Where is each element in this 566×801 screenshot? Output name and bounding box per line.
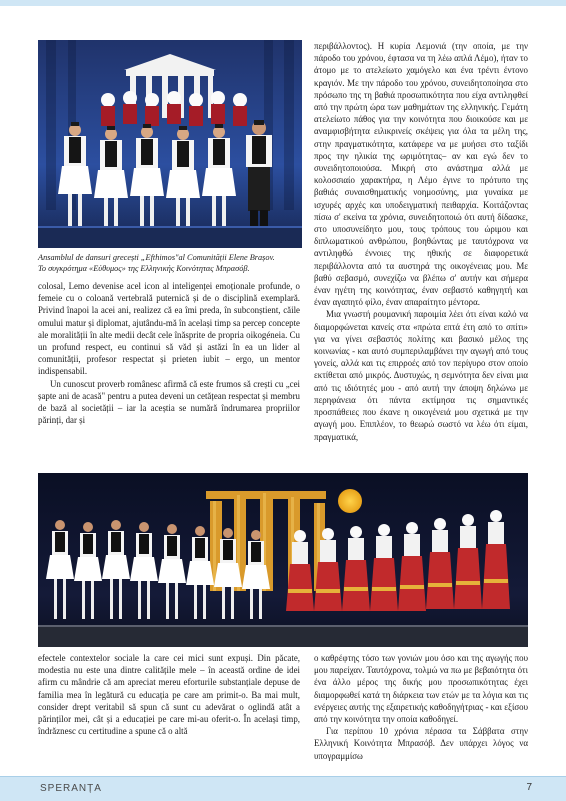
left-column-romanian-text-bottom (38, 652, 300, 737)
paragraph: Για περίπου 10 χρόνια πέρασα τα Σάββατα στην Ελληνική Κοινότητα Μπρασόβ. Δεν υπάρχει λόγος να υπογραμμίσω (314, 726, 528, 761)
page-footer (0, 776, 566, 801)
right-column-greek-text-bottom (314, 652, 528, 762)
paragraph: efectele contextelor sociale la care cei mici sunt expuși. Din păcate, modestia nu este una dintre calitățile mele – în această ordine de idei afirm cu mândrie că am apreciat mereu eforturile substanțiale depuse de familia mea în legătură cu educația pe care am primit-o. Ba mai mult, consider drept veritabil să spun că sunt cu adevărat o oglindă atât a părinților mei, cât și a educației pe care mi-au oferit-o. În același timp, îndrăznesc cu certitudine a spune că o altă (38, 653, 300, 737)
photo-dance-ensemble-stage (38, 40, 302, 248)
caption-romanian: Ansamblul de dansuri grecești „Efthimos"al Comunității Elene Brașov. (38, 253, 275, 262)
paragraph: περιβάλλοντος). Η κυρία Λεμονιά (την οποία, με την πάροδο του χρόνου, έφτασα να τη λέω απλά Λέμο), ήταν το άτομο με το ατελείωτο χαμόγελο και ένα τρέντι έντονο κραγιόν. Με την πάροδο του χρόνου, συνειδητοποίησα στο πρόσωπο της τη βαθιά προσωπικότητα που είχα αντιληφθεί από την πρώτη ώρα των μαθημάτων της ελληνικής. Γεμάτη ατελείωτο πάθος για την κοινότητα που διοικούσε και με αναμφισβήτητα ειλικρινείς σκέψεις για όλα τα μέλη της, στην πραγματικότητα, κατάφερε να με μυήσει στο ταξίδι προς την ηλικία της ωριμότητας– αν και εγώ δεν το συνειδητοποιούσα. Μικρή στο ανάστημα αλλά με κολοσσιαίο χαρακτήρα, η Λέμο έγινε το πρότυπο της βαθιάς συναισθηματικής νοημοσύνης, μια γυναίκα με ισχυρές αρχές και υποδειγματική πειθαρχία. Κοιτάζοντας πίσω σ' εκείνα τα χρόνια, συνειδητοποιώ ότι αυτή δίδασκε, στο υποσυνείδητο μου, τους τρόπους του ώριμου και διπλωματικού ανθρώπου, βοηθώντας με ταυτόχρονα να αντιληφθώ έννοιες της ηθικής σε διαφορετικά περιβάλλοντα από τα αυστηρά της οικογένειας μου. Με βαθύ σεβασμό, συνεχίζω να βλέπω σ' αυτήν και σήμερα έναν ηγέτη της κοινότητας, έναν σεβαστό καθηγητή και έναν αγαπητό φίλο, έναν απαραίτητο μέντορα. (314, 41, 528, 308)
photo-night-temple-performance (38, 473, 528, 647)
paragraph: Μια γνωστή ρουμανική παροιμία λέει ότι είναι καλό να διαμορφώνεται κανείς στα «πρώτα επτά έτη από το σπίτι» για να γίνει σεβαστός πολίτης και βασικό μέλος της κοινωνίας - και αυτό συμπεριλαμβάνει την αγωγή από τους γονείς, αλλά και τις επιρροές από τον περίγυρο στον οποίο εκτίθεται από μικρός. Δυστυχώς, η σεμνότητα δεν είναι μια από τις ιδιότητές μου - από αυτή την άποψη δηλώνω με περηφάνεια ότι πάντα εκτίμησα τις σημαντικές προσπάθειες που έκανε η οικογένειά μου σχετικά με την αγωγή μου. Επιπλέον, το θεωρώ σωστό να λέω ότι είμαι, πραγματικά, (314, 309, 528, 442)
right-column-greek-text-top (314, 40, 528, 443)
photo-caption-top (38, 252, 306, 274)
magazine-name: SPERANȚA (40, 783, 102, 794)
caption-greek: Το συγκρότημα «Εύθυμος» της Ελληνικής Κοινότητας Μπρασόβ. (38, 264, 250, 273)
page-number: 7 (526, 782, 532, 793)
temple-performance-illustration (38, 473, 528, 647)
stage-photo-illustration (38, 40, 302, 248)
paragraph: ο καθρέφτης τόσο των γονιών μου όσο και της αγωγής που μου παρείχαν. Ταυτόχρονα, τολμώ να πω με βεβαιότητα ότι ένα άλλο μέρος της δικής μου προσωπικότητας έχει διαμορφωθεί κατά τη διάρκεια των ετών με τα λόγια και τις ενέργειες αυτής της εξαιρετικής καθοδηγήτριας - και εξίσου από την κοινότητα την οποία καθοδηγεί. (314, 653, 528, 725)
paragraph: colosal, Lemo devenise acel icon al inteligenței emoționale profunde, o femeie cu o coloană vertebrală puternică și de o disciplină exemplară. Privind înapoi la acei ani, realizez că ea îmi preda, în subconștient, căile omului matur și diplomat, ajutându-mă în același timp sa percep concepte ale moralității în alte medii decât cele înăsprite de propria oikogéneia. Cu un profund respect, eu continui să văd și astăzi în ea un lider al comunității, profesor respectat și prieten iubit – ergo, un mentor indispensabil. (38, 281, 300, 377)
top-band (0, 0, 566, 6)
left-column-romanian-text-mid (38, 280, 300, 426)
paragraph: Un cunoscut proverb românesc afirmă că este frumos să crești cu „cei șapte ani de acasă" pentru a putea deveni un cetățean respectat și membru de bază al societății – iar la aceștia se numără îndrumarea propriilor părinți, dar și (38, 378, 300, 426)
